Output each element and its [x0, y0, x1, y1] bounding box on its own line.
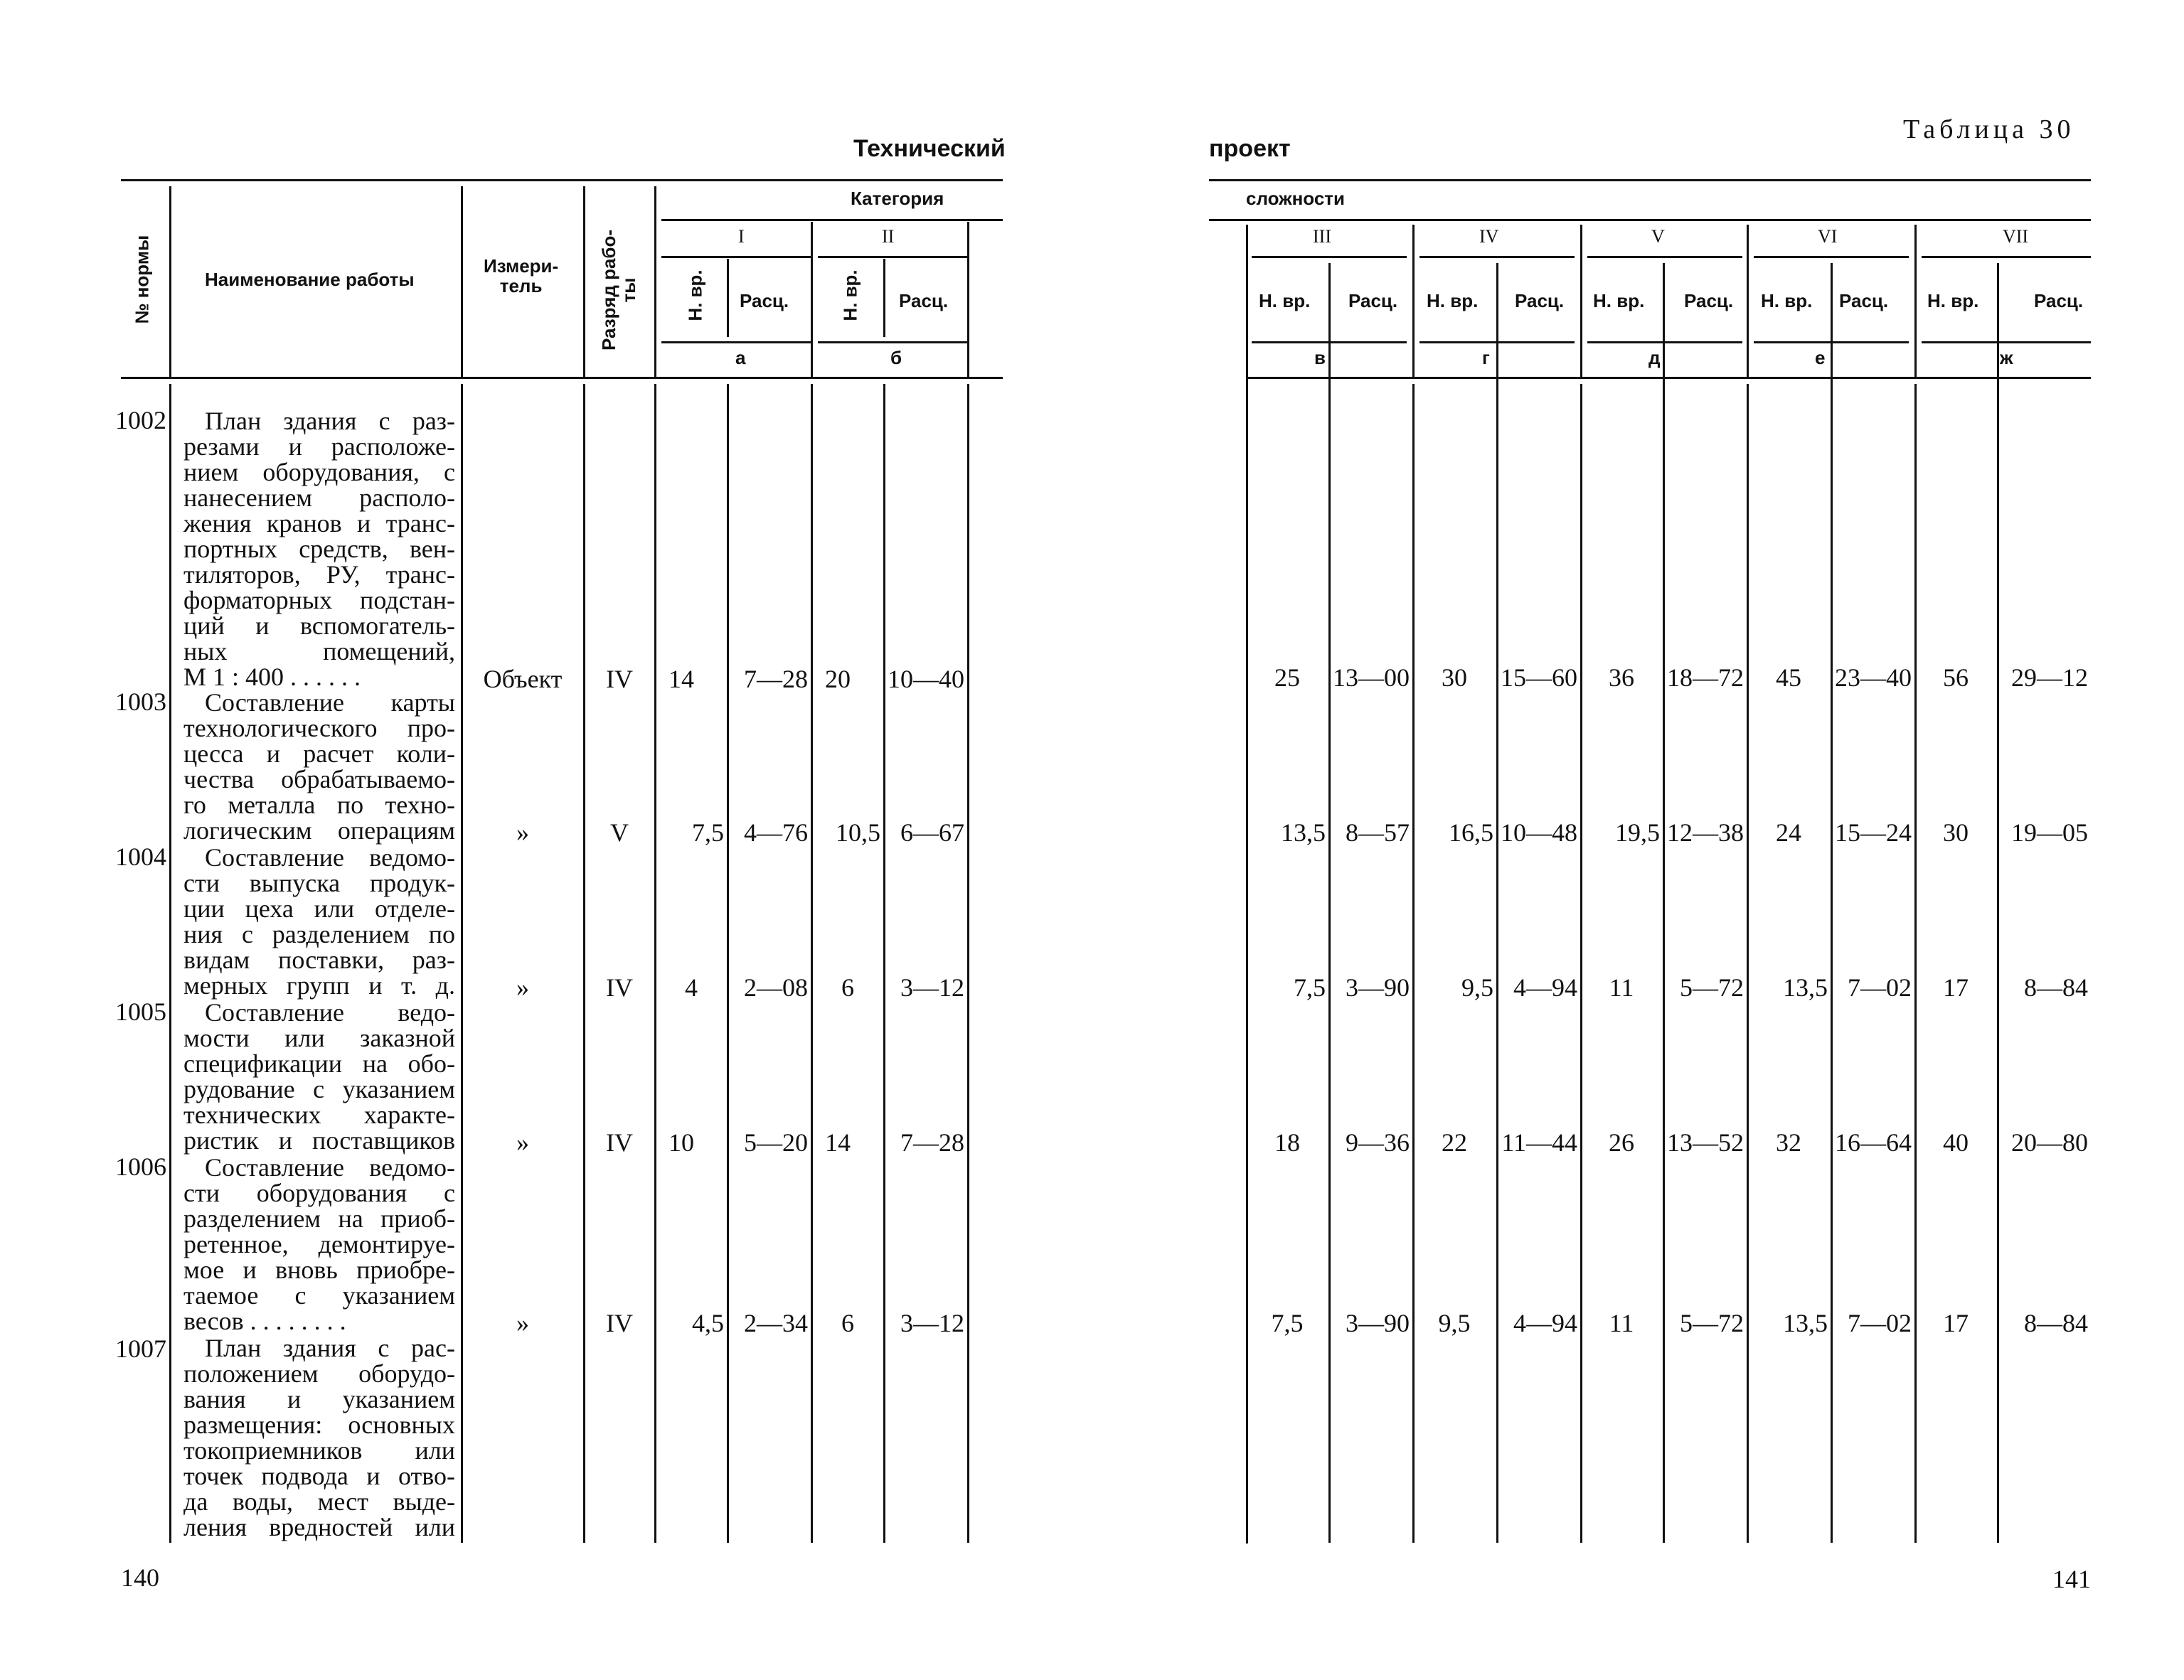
value-cell: 3—12: [900, 973, 964, 1002]
work-name-line: нием оборудования, с: [183, 458, 455, 486]
col-VII-nvr: Н. вр.: [1927, 290, 1979, 311]
work-name-line: ных помещений,: [183, 637, 455, 665]
cat-II-sub-rule: [818, 341, 967, 343]
work-name-line: чества обрабатываемо-: [183, 765, 455, 793]
vline-header-7: [727, 259, 729, 337]
col-I-rasc: Расц.: [740, 290, 789, 311]
work-name-line: цесса и расчет коли-: [183, 739, 455, 768]
col-III-rasc: Расц.: [1348, 290, 1398, 311]
work-name-line: План здания с раз-: [205, 407, 455, 435]
norm-no: 1006: [115, 1152, 166, 1181]
col-cat-III: III: [1313, 226, 1331, 247]
value-cell: 22: [1442, 1128, 1467, 1157]
work-name-line: технических характе-: [183, 1101, 455, 1129]
vline-body-3: [583, 384, 585, 1543]
work-name-line: разделением на приоб-: [183, 1204, 455, 1233]
page-number-right: 141: [2052, 1565, 2091, 1593]
value-cell: 4,5: [692, 1309, 724, 1337]
grade-cell: IV: [606, 1309, 633, 1337]
work-name-line: ристик и поставщиков: [183, 1126, 455, 1155]
work-name-line: го металла по техно-: [183, 791, 455, 819]
col-cat-IV: IV: [1479, 226, 1499, 247]
work-name-line: спецификации на обо-: [183, 1049, 455, 1078]
value-cell: 6: [841, 1309, 854, 1337]
value-cell: 30: [1943, 818, 1969, 847]
work-name-line: положением оборудо-: [183, 1359, 455, 1388]
vline-right-grp-1: [1412, 225, 1415, 377]
value-cell: 19—05: [2011, 818, 2088, 847]
work-name-line: Составление ведо-: [205, 998, 455, 1027]
work-name-line: мости или заказной: [183, 1024, 455, 1052]
sub-rule: [1587, 341, 1742, 343]
work-name-line: жения кранов и транс-: [183, 509, 455, 537]
vline-header-8: [883, 259, 885, 337]
measure-cell: Объект: [483, 665, 563, 693]
value-cell: 4—94: [1513, 1309, 1577, 1337]
cat-III-rule: [1252, 256, 1407, 258]
value-cell: 9,5: [1438, 1309, 1471, 1337]
work-name-line: сти оборудования с: [183, 1179, 455, 1207]
work-name-line: Составление ведомо-: [205, 1153, 455, 1182]
vline-right-body: [1831, 263, 1833, 1543]
value-cell: 45: [1776, 663, 1801, 692]
table-title: Таблица 30: [1903, 114, 2075, 144]
work-name-line: Составление ведомо-: [205, 843, 455, 872]
vline-header-2: [461, 186, 463, 377]
value-cell: 10—40: [888, 665, 964, 693]
value-cell: 8—84: [2024, 1309, 2088, 1337]
value-cell: 7,5: [1294, 973, 1326, 1002]
work-name-line: технологического про-: [183, 714, 455, 742]
vline-body-5: [727, 384, 729, 1543]
col-cat-II: II: [882, 226, 895, 247]
value-cell: 20: [825, 665, 851, 693]
work-name-line: точек подвода и отво-: [183, 1462, 455, 1490]
col-cat-VII: VII: [2003, 226, 2029, 247]
cat-V-rule: [1587, 256, 1742, 258]
value-cell: 4—76: [744, 818, 808, 847]
cat-IV-rule: [1419, 256, 1575, 258]
measure-cell: »: [516, 1128, 529, 1157]
col-measure: Измери- тель: [484, 255, 559, 296]
vline-body-4: [654, 384, 656, 1543]
value-cell: 7—02: [1848, 973, 1912, 1002]
work-name-line: мерных групп и т. д.: [183, 971, 455, 1000]
vline-header-6: [967, 222, 969, 377]
vline-right-body: [1997, 263, 1999, 1543]
col-sub-b: б: [890, 347, 902, 368]
col-V-rasc: Расц.: [1684, 290, 1734, 311]
vline-right-grp-2: [1580, 225, 1582, 377]
work-name-line: таемое с указанием: [183, 1281, 455, 1310]
value-cell: 3—90: [1346, 1309, 1410, 1337]
value-cell: 29—12: [2011, 663, 2088, 692]
value-cell: 3—12: [900, 1309, 964, 1337]
value-cell: 13,5: [1281, 818, 1326, 847]
value-cell: 7,5: [692, 818, 724, 847]
value-cell: 19,5: [1615, 818, 1660, 847]
vline-body-6: [811, 384, 813, 1543]
measure-cell: »: [516, 818, 529, 847]
work-name-line: рудование с указанием: [183, 1075, 455, 1103]
value-cell: 13,5: [1783, 973, 1828, 1002]
vline-right-body: [1580, 384, 1582, 1543]
value-cell: 12—38: [1667, 818, 1744, 847]
sub-rule: [1922, 341, 2091, 343]
value-cell: 40: [1943, 1128, 1969, 1157]
vline-header-1: [169, 186, 171, 377]
category-rule: [661, 219, 1003, 221]
work-name-line: токоприемников или: [183, 1436, 455, 1465]
value-cell: 14: [825, 1128, 851, 1157]
grade-cell: IV: [606, 973, 633, 1002]
value-cell: 32: [1776, 1128, 1801, 1157]
work-name-line: логическим операциям: [183, 816, 455, 845]
work-name-line: видам поставки, раз-: [183, 946, 455, 974]
value-cell: 23—40: [1835, 663, 1912, 692]
col-IV-rasc: Расц.: [1515, 290, 1565, 311]
col-sub-zh: ж: [2000, 347, 2013, 368]
work-name-line: М 1 : 400 . . . . . .: [183, 663, 361, 691]
work-name-line: размещения: основных: [183, 1411, 455, 1439]
value-cell: 11: [1609, 973, 1634, 1002]
col-category: Категория: [851, 188, 944, 209]
value-cell: 4: [685, 973, 698, 1002]
value-cell: 10—48: [1501, 818, 1577, 847]
norm-no: 1004: [115, 842, 166, 871]
measure-cell: »: [516, 1309, 529, 1337]
page-number-left: 140: [121, 1563, 159, 1592]
value-cell: 11: [1609, 1309, 1634, 1337]
col-norm-no: № нормы: [131, 235, 153, 324]
col-cat-V: V: [1651, 226, 1665, 247]
value-cell: 7—28: [900, 1128, 964, 1157]
work-name-line: План здания с рас-: [205, 1334, 455, 1362]
work-name-line: ретенное, демонтируе-: [183, 1230, 455, 1258]
value-cell: 6: [841, 973, 854, 1002]
vline-right-body: [1328, 263, 1331, 1543]
col-II-nvr: Н. вр.: [839, 269, 861, 321]
table-top-rule: [121, 179, 1003, 181]
col-sub-v: в: [1314, 347, 1326, 368]
value-cell: 56: [1943, 663, 1969, 692]
work-name-line: мое и вновь приобре-: [183, 1256, 455, 1284]
grade-cell: IV: [606, 1128, 633, 1157]
value-cell: 24: [1776, 818, 1801, 847]
work-name-line: сти выпуска продук-: [183, 869, 455, 897]
value-cell: 4—94: [1513, 973, 1577, 1002]
measure-cell: »: [516, 973, 529, 1002]
col-sub-a: а: [735, 347, 746, 368]
col-sub-d: д: [1648, 347, 1661, 368]
vline-body-2: [461, 384, 463, 1543]
work-name-line: Составление карты: [205, 688, 455, 717]
value-cell: 15—24: [1835, 818, 1912, 847]
value-cell: 7—02: [1848, 1309, 1912, 1337]
col-cat-I: I: [738, 226, 745, 247]
complexity-rule: [1209, 219, 2091, 221]
header-bottom-rule: [121, 377, 1003, 379]
work-name-line: ления вредностей или: [183, 1513, 455, 1541]
value-cell: 13,5: [1783, 1309, 1828, 1337]
work-name-line: весов . . . . . . . .: [183, 1307, 346, 1335]
header-bottom-rule-right: [1246, 377, 2091, 379]
value-cell: 10,5: [836, 818, 880, 847]
vline-body-8: [967, 384, 969, 1543]
vline-right-grp-4: [1914, 225, 1917, 377]
value-cell: 2—34: [744, 1309, 808, 1337]
vline-right-body: [1914, 384, 1917, 1543]
value-cell: 16,5: [1449, 818, 1493, 847]
col-III-nvr: Н. вр.: [1259, 290, 1311, 311]
cat-VI-rule: [1754, 256, 1909, 258]
grade-cell: IV: [606, 665, 633, 693]
cat-II-rule: [818, 256, 967, 258]
value-cell: 5—20: [744, 1128, 808, 1157]
work-name-line: ния с разделением по: [183, 920, 455, 948]
value-cell: 16—64: [1835, 1128, 1912, 1157]
vline-right-body: [1412, 384, 1415, 1543]
value-cell: 36: [1609, 663, 1634, 692]
vline-right-body: [1496, 263, 1498, 1543]
col-cat-VI: VI: [1818, 226, 1838, 247]
value-cell: 25: [1274, 663, 1300, 692]
col-sub-e: е: [1815, 347, 1826, 368]
work-name-line: резами и расположе-: [183, 432, 455, 461]
work-name-line: форматорных подстан-: [183, 586, 455, 614]
value-cell: 18: [1274, 1128, 1300, 1157]
cat-I-rule: [661, 256, 811, 258]
vline-header-5: [811, 222, 813, 377]
value-cell: 18—72: [1667, 663, 1744, 692]
cat-VII-rule: [1922, 256, 2091, 258]
vline-header-4: [654, 186, 656, 377]
value-cell: 9,5: [1461, 973, 1493, 1002]
norm-no: 1005: [115, 997, 166, 1026]
norm-no: 1003: [115, 687, 166, 716]
vline-right-body: [1747, 384, 1749, 1543]
work-name-line: да воды, мест выде-: [183, 1487, 455, 1516]
col-IV-nvr: Н. вр.: [1427, 290, 1479, 311]
vline-right-body: [1663, 263, 1665, 1543]
value-cell: 13—00: [1333, 663, 1410, 692]
vline-right-0: [1246, 225, 1248, 1543]
vline-body-1: [169, 384, 171, 1543]
value-cell: 17: [1943, 973, 1969, 1002]
value-cell: 17: [1943, 1309, 1969, 1337]
col-grade: Разряд рабо- ты: [598, 229, 639, 351]
value-cell: 30: [1442, 663, 1467, 692]
value-cell: 14: [668, 665, 694, 693]
value-cell: 8—84: [2024, 973, 2088, 1002]
value-cell: 8—57: [1346, 818, 1410, 847]
value-cell: 10: [668, 1128, 694, 1157]
norm-no: 1002: [115, 406, 166, 434]
value-cell: 26: [1609, 1128, 1634, 1157]
value-cell: 7—28: [744, 665, 808, 693]
work-name-line: нанесением располо-: [183, 483, 455, 512]
work-name-line: ций и вспомогатель-: [183, 611, 455, 640]
col-sub-g: г: [1482, 347, 1490, 368]
value-cell: 6—67: [900, 818, 964, 847]
complexity-label: сложности: [1246, 188, 1346, 209]
norm-no: 1007: [115, 1334, 166, 1363]
value-cell: 5—72: [1680, 973, 1744, 1002]
header-tech: Технический: [853, 135, 1006, 162]
vline-header-3: [583, 186, 585, 377]
value-cell: 3—90: [1346, 973, 1410, 1002]
col-VI-nvr: Н. вр.: [1761, 290, 1813, 311]
work-name-line: вания и указанием: [183, 1385, 455, 1413]
col-name: Наименование работы: [205, 269, 415, 290]
header-project: проект: [1209, 135, 1291, 162]
work-name-line: портных средств, вен-: [183, 535, 455, 563]
value-cell: 13—52: [1667, 1128, 1744, 1157]
table-top-rule-right: [1209, 179, 2091, 181]
col-II-rasc: Расц.: [899, 290, 949, 311]
work-name-line: ции цеха или отделе-: [183, 894, 455, 923]
value-cell: 7,5: [1271, 1309, 1304, 1337]
value-cell: 11—44: [1501, 1128, 1577, 1157]
value-cell: 2—08: [744, 973, 808, 1002]
value-cell: 20—80: [2011, 1128, 2088, 1157]
value-cell: 9—36: [1346, 1128, 1410, 1157]
col-I-nvr: Н. вр.: [684, 269, 706, 321]
col-VII-rasc: Расц.: [2034, 290, 2084, 311]
vline-body-7: [883, 384, 885, 1543]
col-VI-rasc: Расц.: [1839, 290, 1889, 311]
grade-cell: V: [610, 818, 629, 847]
work-name-line: тиляторов, РУ, транс-: [183, 560, 455, 589]
cat-I-sub-rule: [661, 341, 811, 343]
value-cell: 5—72: [1680, 1309, 1744, 1337]
vline-right-grp-3: [1747, 225, 1749, 377]
value-cell: 15—60: [1501, 663, 1577, 692]
col-V-nvr: Н. вр.: [1593, 290, 1645, 311]
